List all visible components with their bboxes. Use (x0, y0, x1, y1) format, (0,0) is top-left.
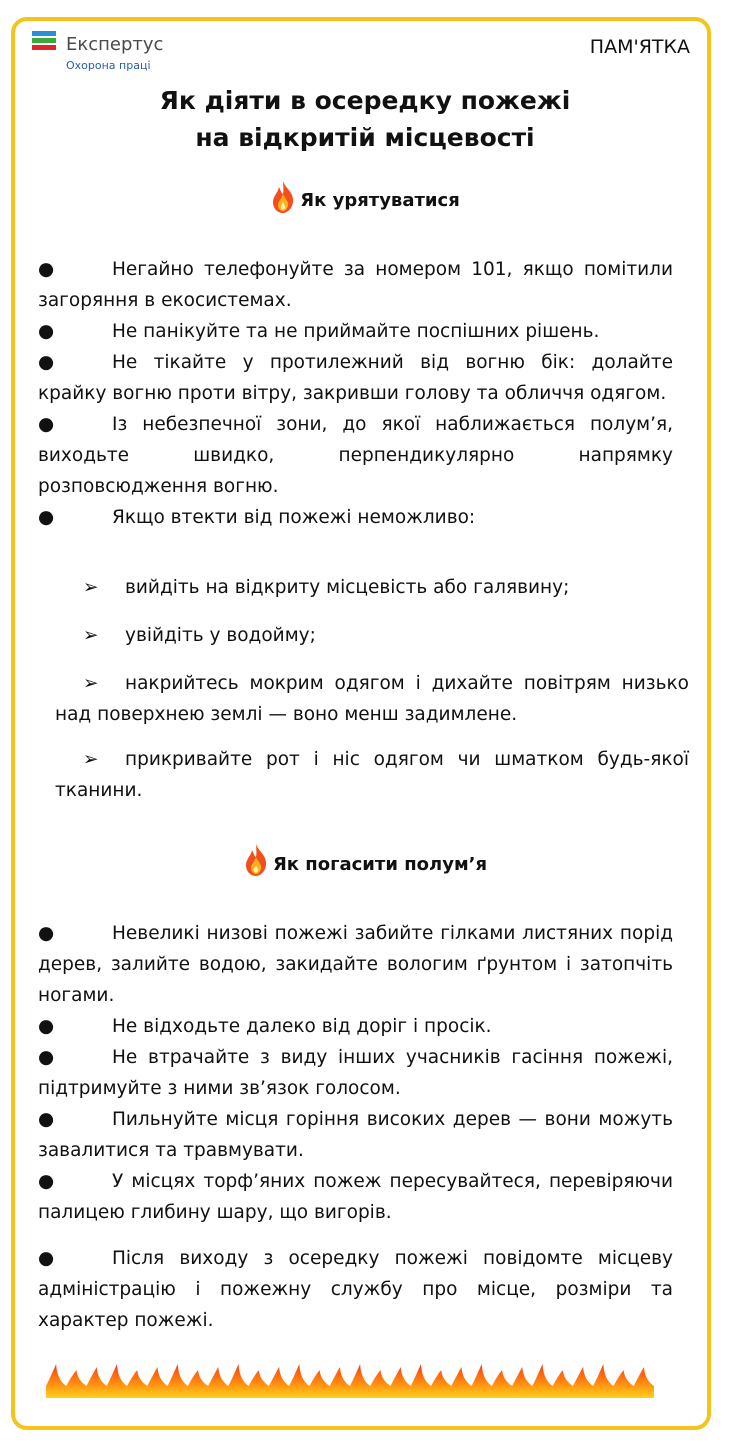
sub-list-item: ➢ накрийтесь мокрим одягом і дихайте повітрям низько над поверхнею землі — воно менш задимлене. (55, 673, 689, 725)
list-item: ● Не відходьте далеко від доріг і просік. (38, 1016, 492, 1037)
escape-list (38, 254, 673, 533)
sub-list-item: ➢ вийдіть на відкриту місцевість або галявину; (83, 577, 570, 598)
flames-decoration (46, 1362, 654, 1398)
list-item: ● Після виходу з осередку пожежі повідомте місцеву адміністрацію і пожежну службу про місце, розміри та характер пожежі. (38, 1248, 673, 1331)
section-heading-text: Як урятуватися (300, 190, 460, 211)
logo-name: Експертус (66, 34, 164, 55)
section-heading-escape (0, 180, 730, 219)
sub-list-item: ➢ увійдіть у водойму; (83, 625, 316, 646)
title-line-2: на відкритій місцевості (195, 123, 535, 152)
list-item: ● Із небезпечної зони, до якої наближається полум’я, виходьте швидко, перпендикулярно напрямку розповсюдження вогню. (38, 414, 673, 497)
title-line-1: Як діяти в осередку пожежі (159, 86, 571, 115)
sub-list-item: ➢ прикривайте рот і ніс одягом чи шматком будь-якої тканини. (55, 749, 689, 801)
page-title (0, 82, 730, 156)
list-item: ● Якщо втекти від пожежі неможливо: (38, 507, 476, 528)
list-item: ● Негайно телефонуйте за номером 101, якщо помітили загоряння в екосистемах. (38, 259, 673, 311)
list-item: ● Пильнуйте місця горіння високих дерев — вони можуть завалитися та травмувати. (38, 1109, 673, 1161)
memo-tag: ПАМ'ЯТКА (589, 36, 690, 58)
list-item: ● Не тікайте у протилежний від вогню бік: долайте крайку вогню проти вітру, закривши голову та обличчя одягом. (38, 352, 673, 404)
logo-mark (32, 31, 56, 52)
extinguish-list (38, 918, 673, 1336)
section-heading-text: Як погасити полум’я (272, 854, 488, 875)
escape-sub-list (55, 572, 689, 806)
fire-icon (270, 180, 296, 219)
fire-icon (243, 842, 269, 883)
logo-subtitle: Охорона праці (66, 59, 151, 72)
list-item: ● У місцях торф’яних пожеж пересувайтеся, перевіряючи палицею глибину шару, що вигорів. (38, 1171, 673, 1223)
section-heading-extinguish (0, 842, 730, 883)
list-item: ● Не втрачайте з виду інших учасників гасіння пожежі, підтримуйте з ними зв’язок голосом. (38, 1047, 673, 1099)
list-item: ● Невеликі низові пожежі забийте гілками листяних порід дерев, залийте водою, закидайте вологим ґрунтом і затопчіть ногами. (38, 923, 673, 1006)
list-item: ● Не панікуйте та не приймайте поспішних рішень. (38, 321, 600, 342)
